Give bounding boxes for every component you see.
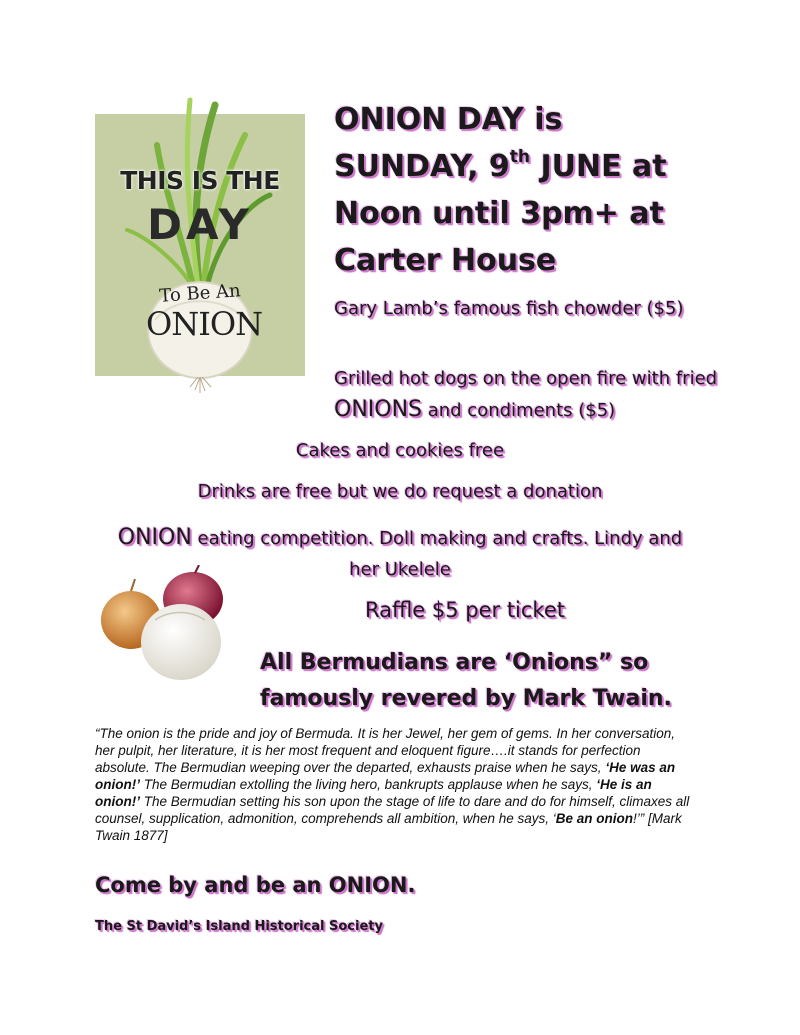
quote-part3: The Bermudian setting his son upon the stage of life to dare and do for himself, climaxes all counsel, supplication, admonition, comprehends all ambition, when he says, ‘ — [95, 794, 690, 826]
competition-rest: eating competition. Doll making and crafts. Lindy and her Ukelele — [191, 528, 683, 580]
poster-subtitle-line2: ONION — [146, 305, 263, 343]
mark-twain-quote — [95, 725, 695, 844]
quote-part1: “The onion is the pride and joy of Bermuda. It is her Jewel, her gem of gems. In her conversation, her pulpit, her literature, it is her most frequent and eloquent figure….it stands for perfection absolute. The Bermudian weeping over the departed, exhausts praise when he says, — [95, 726, 676, 775]
drinks-line: Drinks are free but we do request a donation — [197, 481, 603, 502]
raffle-line: Raffle $5 per ticket — [364, 598, 566, 622]
poster-title-line2: DAY — [147, 200, 253, 249]
onions-photo-icon — [95, 565, 235, 685]
quote-bold2: ‘He is an onion!’ — [95, 777, 652, 809]
poster-subtitle-line1: To Be An — [158, 280, 242, 307]
cakes-line: Cakes and cookies free — [295, 440, 505, 461]
hotdogs-text-pre: Grilled hot dogs on the open fire with fried — [334, 368, 718, 389]
hotdogs-text-onions: ONIONS — [334, 397, 422, 422]
headline-date-pre: SUNDAY, 9 — [334, 149, 510, 184]
quote-part4: !’” [Mark Twain 1877] — [95, 811, 682, 843]
headline-line3: Noon until 3pm+ at — [334, 196, 664, 231]
poster-title-line1: THIS IS THE — [120, 166, 280, 195]
menu-item-hotdogs — [334, 363, 774, 426]
bermudians-line2: famously revered by Mark Twain. — [260, 686, 672, 711]
quote-bold1: ‘He was an onion!’ — [95, 760, 676, 792]
headline-line4: Carter House — [334, 243, 557, 278]
come-by-line: Come by and be an ONION. — [95, 873, 416, 897]
headline-line2 — [334, 143, 774, 190]
menu-item-chowder: Gary Lamb’s famous fish chowder ($5) — [334, 298, 684, 319]
competition-onion: ONION — [117, 525, 192, 550]
event-headline — [334, 96, 774, 284]
headline-line1: ONION DAY is — [334, 102, 563, 137]
bermudians-statement — [260, 645, 740, 717]
quote-bold3: Be an onion — [555, 811, 634, 826]
headline-date-sup: th — [509, 147, 531, 167]
hotdogs-text-post: and condiments ($5) — [422, 400, 616, 421]
quote-part2: The Bermudian extolling the living hero, bankrupts applause when he says, — [139, 777, 597, 792]
headline-date-post: JUNE at — [530, 149, 667, 184]
bermudians-line1: All Bermudians are ‘Onions” so — [260, 650, 649, 675]
society-name: The St David’s Island Historical Society — [95, 919, 383, 934]
